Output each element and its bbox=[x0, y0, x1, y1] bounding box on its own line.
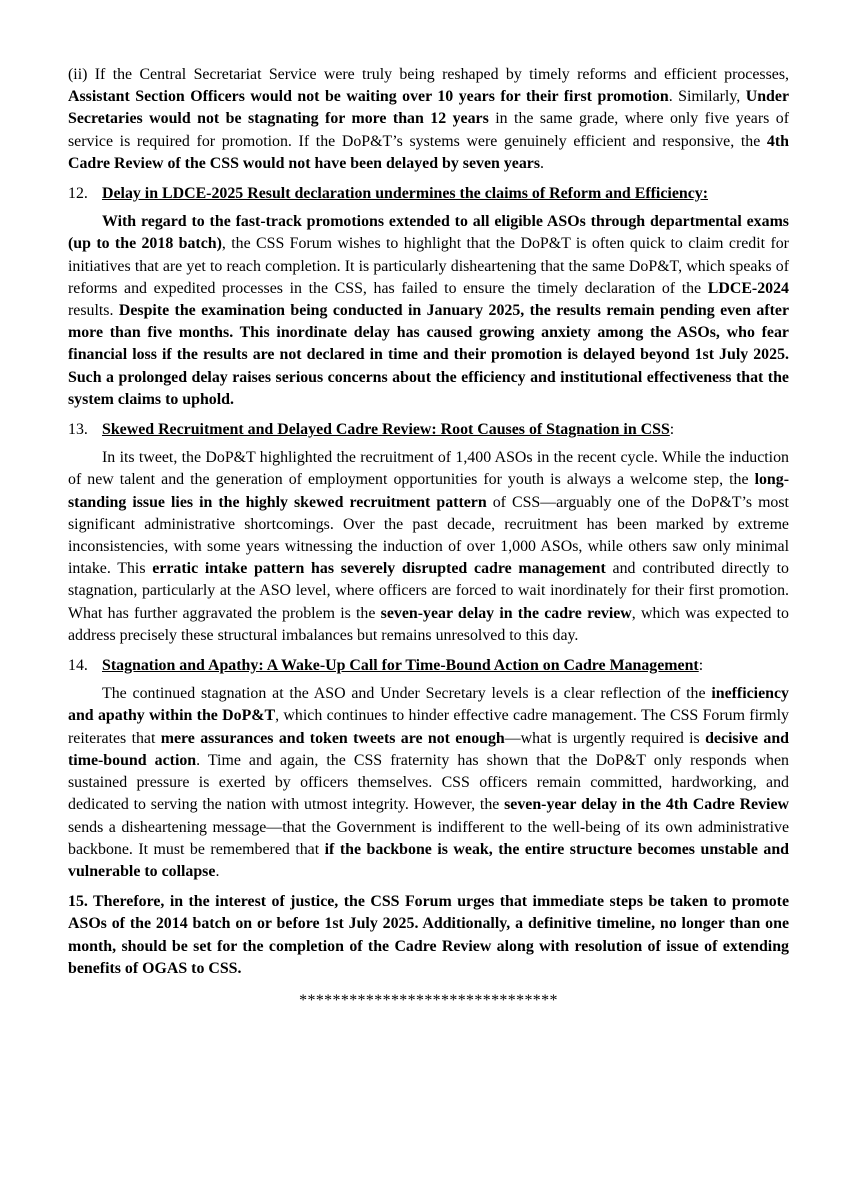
bold-run: inefficiency and apathy within the DoP&T bbox=[68, 685, 789, 725]
section-number: 14. bbox=[68, 657, 88, 675]
text-run: (ii) If the Central Secretariat Service were truly being reshaped by timely reforms and efficient processes, bbox=[68, 66, 789, 83]
text-run: sends a disheartening message—that the Government is indifferent to the well-being of its own administrative backbone. It must be remembered that bbox=[68, 818, 789, 858]
bold-run: seven-year delay in the 4th Cadre Review bbox=[504, 796, 789, 814]
section-title-suffix: : bbox=[669, 421, 675, 439]
text-run: . Similarly, bbox=[668, 88, 746, 106]
heading-12 bbox=[68, 183, 789, 205]
section-title: Stagnation and Apathy: A Wake-Up Call for Time-Bound Action on Cadre Management bbox=[102, 657, 699, 675]
text-run: . Time and again, the CSS fraternity has shown that the DoP&T only responds when sustained pressure is exerted by officers themselves. CSS officers remain committed, hardworking, and dedicated to serving the nation with utmost integrity. However, the bbox=[68, 751, 789, 814]
text-run: and contributed directly to stagnation, particularly at the ASO level, where officers are forced to wait inordinately for their first promotion. What has further aggravated the problem is the bbox=[68, 560, 789, 622]
end-marker: ******************************* bbox=[299, 991, 558, 1009]
bold-run: LDCE-2024 bbox=[707, 279, 789, 297]
bold-run: With regard to the fast-track promotions extended to all eligible ASOs through departmental exams (up to the 2018 batch) bbox=[68, 213, 789, 253]
bold-run: 15. Therefore, in the interest of justice, the CSS Forum urges that immediate steps be taken to promote ASOs of the 2014 batch on or before 1st July 2025. Additionally, a definitive timeline, no longer than one month, should be set for the completion of the Cadre Review along with resolution of issue of extending benefits of OGAS to CSS. bbox=[68, 893, 789, 977]
text-run: of CSS—arguably one of the DoP&T’s most significant administrative shortcomings. Over the past decade, recruitment has been marked by extreme inconsistencies, with some years witnessing the induction of over 1,000 ASOs, while others saw only minimal intake. This bbox=[68, 493, 789, 578]
bold-run: Assistant Section Officers would not be waiting over 10 years for their first promotion bbox=[68, 88, 669, 106]
bold-run: 4th Cadre Review of the CSS would not have been delayed by seven years bbox=[68, 132, 789, 172]
heading-14 bbox=[68, 655, 789, 677]
paragraph-12 bbox=[68, 211, 789, 411]
section-number: 13. bbox=[68, 421, 88, 439]
bold-run: erratic intake pattern has severely disrupted cadre management bbox=[152, 560, 606, 578]
section-title: Delay in LDCE-2025 Result declaration undermines the claims of Reform and Efficiency: bbox=[102, 185, 708, 203]
section-number: 12. bbox=[68, 185, 88, 203]
paragraph-14 bbox=[68, 683, 789, 883]
text-run: In its tweet, the DoP&T highlighted the recruitment of 1,400 ASOs in the recent cycle. While the induction of new talent and the generation of employment opportunities for youth is always a welcome step, the bbox=[68, 449, 789, 489]
text-run: The continued stagnation at the ASO and Under Secretary levels is a clear reflection of the bbox=[102, 685, 712, 703]
section-title: Skewed Recruitment and Delayed Cadre Review: Root Causes of Stagnation in CSS bbox=[102, 421, 670, 439]
text-run: , the CSS Forum wishes to highlight that the DoP&T is often quick to claim credit for initiatives that are yet to reach completion. It is particularly disheartening that the same DoP&T, which speaks of reforms and expedited processes in the CSS, has failed to ensure the timely declaration of the bbox=[68, 235, 789, 297]
bold-run: mere assurances and token tweets are not enough bbox=[160, 729, 505, 747]
text-run: , which was expected to address precisely these structural imbalances but remains unresolved to this day. bbox=[68, 604, 790, 644]
text-run: , which continues to hinder effective cadre management. The CSS Forum firmly reiterates that bbox=[68, 707, 789, 747]
heading-13 bbox=[68, 419, 789, 441]
text-run: results. bbox=[68, 302, 119, 320]
bold-run: decisive and time-bound action bbox=[68, 729, 789, 769]
paragraph-15 bbox=[68, 891, 789, 980]
text-run: . bbox=[540, 154, 544, 172]
text-run: in the same grade, where only five years of service is required for promotion. If the DoP&T’s systems were genuinely efficient and responsive, the bbox=[68, 110, 790, 150]
paragraph-13 bbox=[68, 447, 789, 647]
bold-run: Despite the examination being conducted in January 2025, the results remain pending even after more than five months. This inordinate delay has caused growing anxiety among the ASOs, who fear financial loss if the results are not declared in time and their promotion is delayed beyond 1st July 2025. Such a prolonged delay raises serious concerns about the efficiency and institutional effectiveness that the system claims to uphold. bbox=[68, 302, 790, 408]
bold-run: seven-year delay in the cadre review bbox=[380, 604, 632, 622]
text-run: —what is urgently required is bbox=[504, 729, 706, 747]
paragraph-11-ii bbox=[68, 64, 789, 175]
bold-run: Under Secretaries would not be stagnating for more than 12 years bbox=[68, 88, 789, 128]
bold-run: if the backbone is weak, the entire structure becomes unstable and vulnerable to collapse bbox=[68, 840, 789, 880]
text-run: . bbox=[215, 862, 220, 880]
bold-run: long-standing issue lies in the highly skewed recruitment pattern bbox=[68, 471, 789, 511]
section-title-suffix: : bbox=[698, 657, 704, 675]
